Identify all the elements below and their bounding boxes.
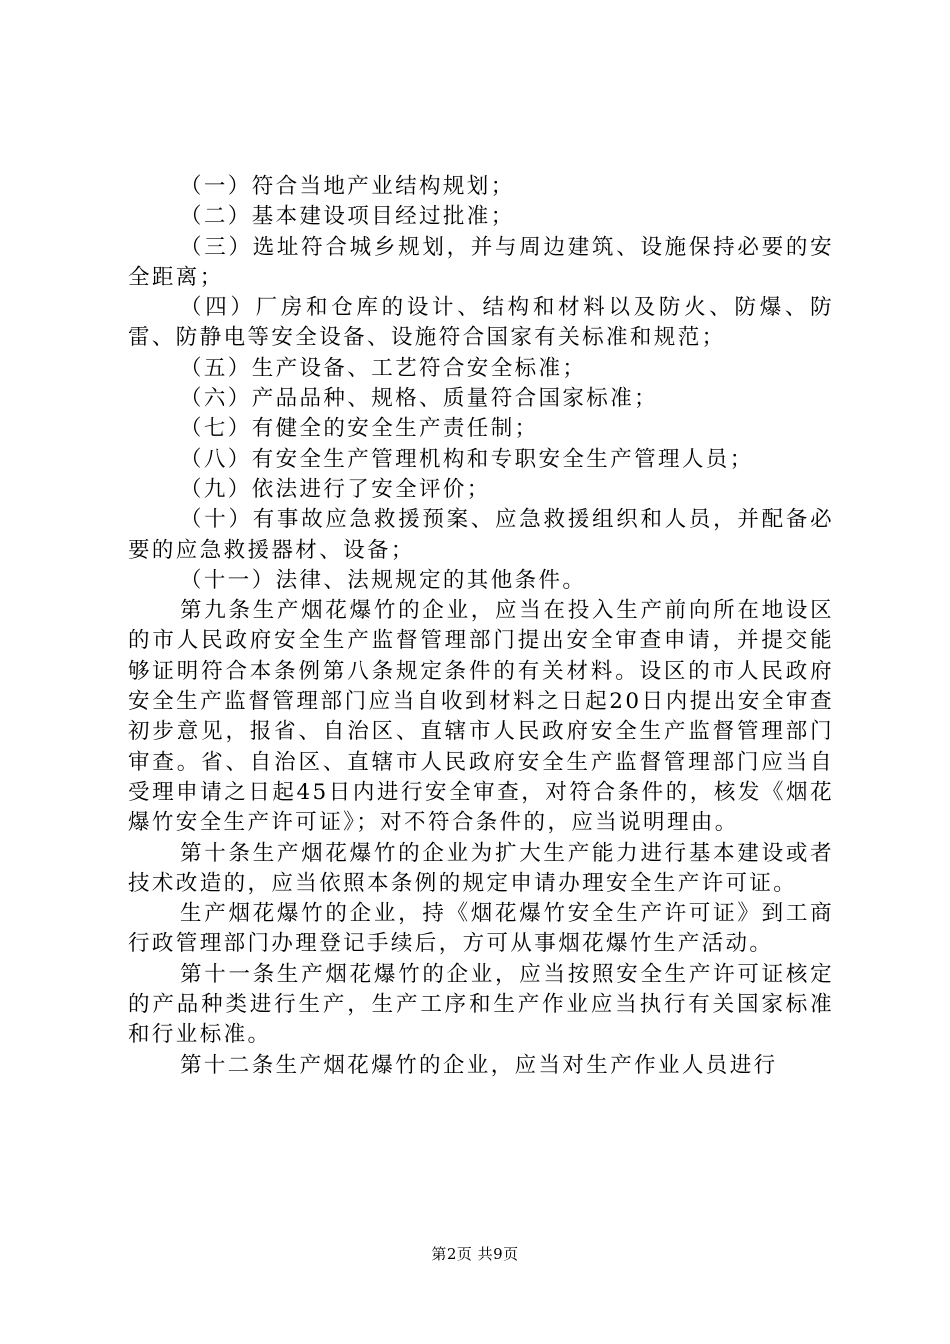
paragraph-article-11: 第十一条生产烟花爆竹的企业，应当按照安全生产许可证核定的产品种类进行生产，生产工序和生产作业应当执行有关国家标准和行业标准。 [128, 961, 834, 1048]
paragraph-item-2: （二）基本建设项目经过批准； [180, 204, 515, 230]
paragraph-item-9: （九）依法进行了安全评价； [180, 476, 491, 502]
paragraph-article-10: 第十条生产烟花爆竹的企业为扩大生产能力进行基本建设或者技术改造的，应当依照本条例的规定申请办理安全生产许可证。 [128, 840, 834, 896]
paragraph-item-5: （五）生产设备、工艺符合安全标准； [180, 355, 587, 381]
paragraph-item-4: （四）厂房和仓库的设计、结构和材料以及防火、防爆、防雷、防静电等安全设备、设施符合国家有关标准和规范； [128, 295, 834, 351]
paragraph-article-9: 第九条生产烟花爆竹的企业，应当在投入生产前向所在地设区的市人民政府安全生产监督管理部门提出安全审查申请，并提交能够证明符合本条例第八条规定条件的有关材料。设区的市人民政府安全生产监督管理部门应当自收到材料之日起20日内提出安全审查初步意见，报省、自治区、直辖市人民政府安全生产监督管理部门审查。省、自治区、直辖市人民政府安全生产监督管理部门应当自受理申请之日起45日内进行安全审查，对符合条件的，核发《烟花爆竹安全生产许可证》；对不符合条件的，应当说明理由。 [128, 598, 834, 836]
paragraph-article-12: 第十二条生产烟花爆竹的企业，应当对生产作业人员进行 [180, 1052, 778, 1078]
paragraph-article-10-cont: 生产烟花爆竹的企业，持《烟花爆竹安全生产许可证》到工商行政管理部门办理登记手续后，方可从事烟花爆竹生产活动。 [128, 901, 834, 957]
paragraph-item-1: （一）符合当地产业结构规划； [180, 174, 515, 199]
page-number-footer: 第2页 共9页 [431, 1245, 519, 1263]
paragraph-item-7: （七）有健全的安全生产责任制； [180, 416, 539, 442]
paragraph-item-11: （十一）法律、法规规定的其他条件。 [180, 567, 587, 593]
paragraph-item-6: （六）产品品种、规格、质量符合国家标准； [180, 386, 659, 412]
document-body [128, 172, 834, 1081]
paragraph-item-10: （十）有事故应急救援预案、应急救援组织和人员，并配备必要的应急救援器材、设备； [128, 507, 834, 563]
paragraph-item-3: （三）选址符合城乡规划，并与周边建筑、设施保持必要的安全距离； [128, 234, 834, 290]
paragraph-item-8: （八）有安全生产管理机构和专职安全生产管理人员； [180, 446, 754, 472]
